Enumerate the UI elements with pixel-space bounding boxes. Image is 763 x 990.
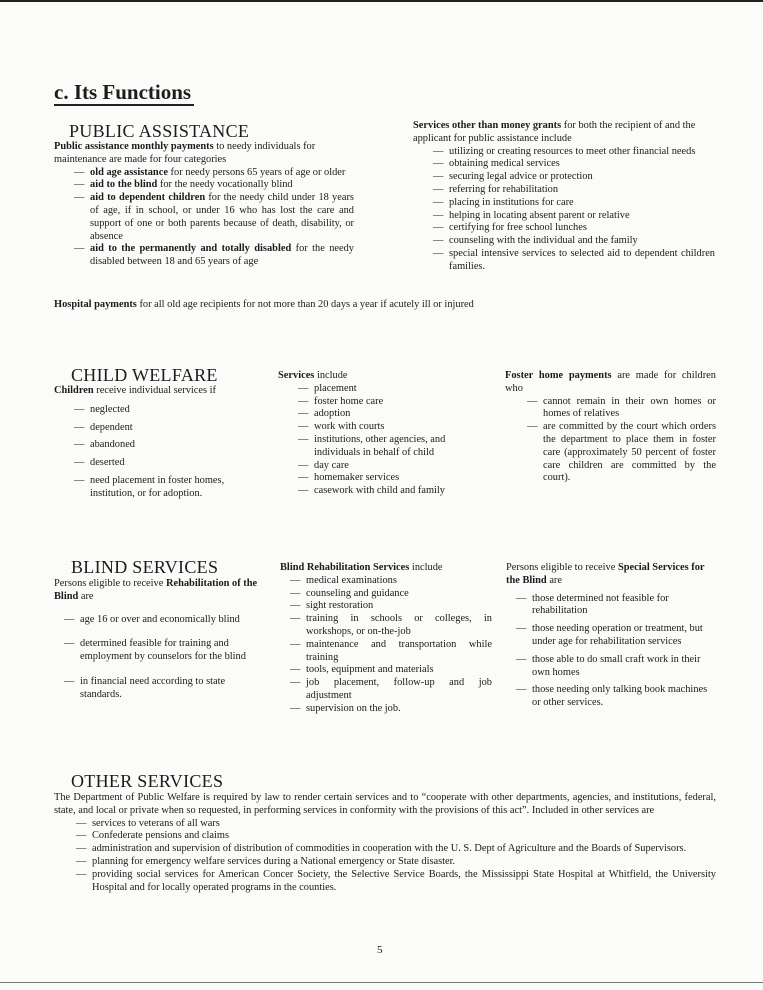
- pa-item-bold: aid to the permanently and totally disabled: [90, 243, 292, 255]
- list-item: — cannot remain in their own homes or homes of relatives: [527, 396, 716, 422]
- list-item: — referring for rehabilitation: [433, 184, 715, 197]
- cw-col1-intro: [54, 385, 269, 398]
- cw-col3-rest: are made for children who: [505, 370, 716, 394]
- bs-col2-intro: [280, 562, 492, 575]
- list-item: — homemaker services: [298, 472, 491, 485]
- child-welfare-title: CHILD WELFARE: [71, 365, 218, 385]
- list-item: — need placement in foster homes, institution, or for adoption.: [74, 475, 269, 501]
- list-item: — in financial need according to state standards.: [64, 676, 267, 702]
- child-welfare-col1: [54, 385, 269, 506]
- pa-other-rest: for both the recipient of and the applicant for public assistance include: [413, 120, 696, 144]
- bs-col2-rest: include: [409, 562, 443, 573]
- child-welfare-col3: [505, 370, 716, 485]
- list-item: — supervision on the job.: [290, 703, 492, 716]
- pa-other-bold: Services other than money grants: [413, 120, 562, 131]
- list-item: — helping in locating absent parent or relative: [433, 210, 715, 223]
- public-assistance-payments: [54, 141, 354, 269]
- public-assistance-other-services: [413, 120, 715, 274]
- list-item: — utilizing or creating resources to meet other financial needs: [433, 146, 715, 159]
- list-item: — providing social services for American Concer Society, the Selective Service Boards, the Mississippi State Hospital at Whitfield, the University Hospital and for locally operated programs in the counties.: [76, 869, 716, 895]
- list-item: — institutions, other agencies, and individuals in behalf of child: [298, 434, 491, 460]
- bs-col3-bold: Special Services for the Blind: [506, 562, 705, 586]
- bs-col3-list: [516, 593, 717, 710]
- list-item: — determined feasible for training and employment by counselors for the blind: [64, 638, 267, 664]
- bs-col1-bold: Rehabilitation of the Blind: [54, 578, 258, 602]
- list-item: — abandoned: [74, 439, 269, 452]
- list-item: — neglected: [74, 404, 269, 417]
- pa-intro-rest: to needy individuals for maintenance are made for four categories: [54, 141, 316, 165]
- list-item: — planning for emergency welfare services during a National emergency or State disaster.: [76, 856, 716, 869]
- top-rule: [0, 0, 763, 2]
- cw-col3-bold: Foster home payments: [505, 370, 612, 381]
- list-item: — obtaining medical services: [433, 158, 715, 171]
- cw-col2-bold: Services: [278, 370, 315, 381]
- list-item: — day care: [298, 460, 491, 473]
- other-services-title: OTHER SERVICES: [71, 771, 224, 791]
- list-item: — job placement, follow-up and job adjustment: [290, 677, 492, 703]
- list-item: — services to veterans of all wars: [76, 818, 716, 831]
- list-item: [74, 167, 354, 180]
- list-item: — those needing operation or treatment, but under age for rehabilitation services: [516, 623, 717, 649]
- hospital-bold: Hospital payments: [54, 299, 137, 310]
- cw-col1-bold: Children: [54, 385, 94, 396]
- pa-item-rest: for the needy vocationally blind: [157, 179, 293, 191]
- pa-other-intro: [413, 120, 715, 146]
- other-services-body: [54, 792, 716, 894]
- list-item: — counseling and guidance: [290, 588, 492, 601]
- list-item: — adoption: [298, 408, 491, 421]
- list-item: [74, 243, 354, 269]
- pa-category-list: [74, 167, 354, 269]
- cw-col2-rest: include: [314, 370, 348, 381]
- bs-col3-pre: Persons eligible to receive: [506, 562, 618, 573]
- list-item: — securing legal advice or protection: [433, 171, 715, 184]
- bs-col1-post: are: [78, 590, 94, 602]
- list-item: — special intensive services to selected aid to dependent children families.: [433, 248, 715, 274]
- public-assistance-title: PUBLIC ASSISTANCE: [69, 121, 250, 141]
- list-item: — age 16 or over and economically blind: [64, 614, 267, 627]
- blind-services-col3: [506, 562, 717, 710]
- cw-col2-intro: [278, 370, 491, 383]
- bottom-rule: [0, 982, 763, 983]
- cw-col3-list: [527, 396, 716, 486]
- bs-col1-pre: Persons eligible to receive: [54, 578, 166, 589]
- blind-services-col2: [280, 562, 492, 716]
- bs-col1-intro: [54, 578, 267, 604]
- list-item: — casework with child and family: [298, 485, 491, 498]
- list-item: — Confederate pensions and claims: [76, 830, 716, 843]
- other-services-list: [76, 818, 716, 895]
- list-item: — foster home care: [298, 396, 491, 409]
- page-heading: c. Its Functions: [54, 80, 194, 106]
- list-item: [74, 192, 354, 243]
- cw-col3-intro: [505, 370, 716, 396]
- pa-item-rest: for needy persons 65 years of age or older: [167, 166, 346, 178]
- cw-col1-list: [74, 404, 269, 501]
- list-item: — medical examinations: [290, 575, 492, 588]
- list-item: — deserted: [74, 457, 269, 470]
- bs-col3-post: are: [546, 574, 563, 586]
- list-item: — administration and supervision of distribution of commodities in cooperation with the U. S. Dept of Agriculture and the Boards of Supervisors.: [76, 843, 716, 856]
- other-services-intro: The Department of Public Welfare is required by law to render certain services and to “cooperate with other departments, agencies, and institutions, federal, state, and local or private when so requested, in performing services in conformity with the provisions of this act”. Included in other services are: [54, 792, 716, 816]
- list-item: [74, 179, 354, 192]
- list-item: — those able to do small craft work in their own homes: [516, 654, 717, 680]
- list-item: — counseling with the individual and the family: [433, 235, 715, 248]
- cw-col2-list: [298, 383, 491, 498]
- pa-other-list: [433, 146, 715, 274]
- pa-item-bold: old age assistance: [90, 166, 168, 178]
- bs-col3-intro: [506, 562, 717, 588]
- blind-services-title: BLIND SERVICES: [71, 557, 219, 577]
- list-item: — sight restoration: [290, 600, 492, 613]
- page-number: 5: [377, 944, 383, 956]
- list-item: — work with courts: [298, 421, 491, 434]
- hospital-rest: for all old age recipients for not more than 20 days a year if acutely ill or injured: [136, 299, 474, 310]
- pa-intro-bold: Public assistance monthly payments: [54, 141, 214, 152]
- pa-item-bold: aid to the blind: [90, 179, 158, 191]
- hospital-payments-text: [54, 299, 724, 312]
- pa-item-rest: for the needy child under 18 years of age, if in school, or under 16 who has lost the care and support of one or both parents because of death, disability, or absence: [90, 192, 354, 242]
- hospital-payments: [54, 299, 724, 312]
- bs-col2-bold: Blind Rehabilitation Services: [280, 562, 410, 573]
- list-item: — those determined not feasible for rehabilitation: [516, 593, 717, 619]
- pa-item-rest: for the needy disabled between 18 and 65 years of age: [90, 243, 355, 268]
- cw-col1-rest: receive individual services if: [93, 385, 216, 396]
- list-item: — tools, equipment and materials: [290, 664, 492, 677]
- pa-item-bold: aid to dependent children: [90, 192, 206, 204]
- list-item: — certifying for free school lunches: [433, 222, 715, 235]
- list-item: — those needing only talking book machines or other services.: [516, 684, 717, 710]
- list-item: — dependent: [74, 422, 269, 435]
- list-item: — are committed by the court which orders the department to place them in foster care (approximately 50 percent of foster care children are committed by the court).: [527, 421, 716, 485]
- bs-col1-list: [64, 614, 267, 702]
- pa-intro: [54, 141, 354, 167]
- list-item: — maintenance and transportation while training: [290, 639, 492, 665]
- child-welfare-col2: [278, 370, 491, 498]
- list-item: — placement: [298, 383, 491, 396]
- list-item: — placing in institutions for care: [433, 197, 715, 210]
- list-item: — training in schools or colleges, in workshops, or on-the-job: [290, 613, 492, 639]
- bs-col2-list: [290, 575, 492, 716]
- blind-services-col1: [54, 578, 267, 702]
